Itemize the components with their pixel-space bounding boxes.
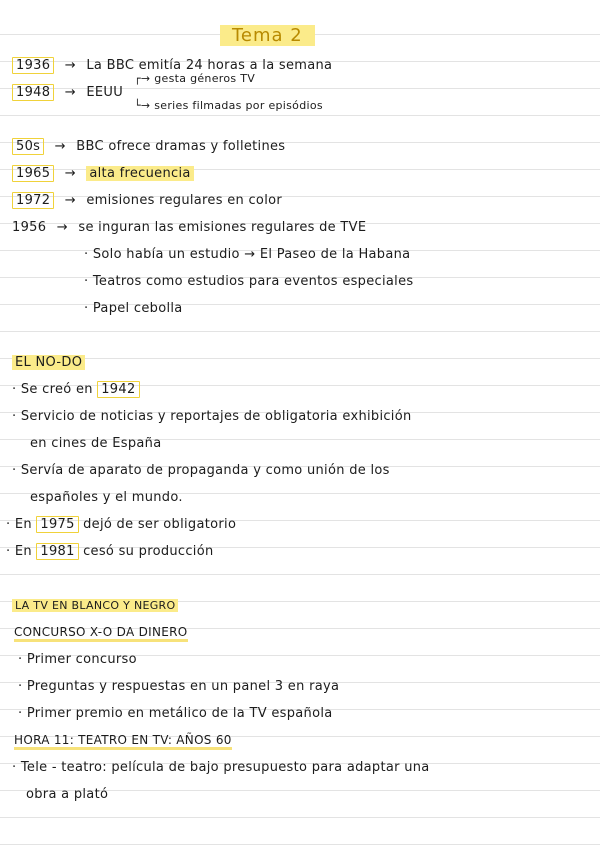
bullet-item: · Se creó en 1942	[12, 382, 140, 397]
bullet-text: Solo había un estudio → El Paseo de la Habana	[92, 247, 411, 262]
arrow-icon: →	[56, 220, 68, 235]
bullet-item: · Servicio de noticias y reportajes de obligatoria exhibición	[12, 409, 412, 424]
bullet-text: Primer premio en metálico de la TV española	[26, 706, 333, 721]
bullet-item: · En 1981 cesó su producción	[6, 544, 214, 559]
subheading-text: HORA 11: TEATRO EN TV: AÑOS 60	[14, 733, 232, 750]
bullet-item: · Primer concurso	[18, 652, 137, 667]
bullet-continuation	[30, 436, 161, 451]
heading-text: LA TV EN BLANCO Y NEGRO	[12, 599, 178, 612]
branch-text: gesta géneros TV	[154, 72, 256, 85]
arrow-icon: ┌→	[134, 72, 155, 85]
subheading-text: CONCURSO X-O DA DINERO	[14, 625, 188, 642]
bullet-text: cesó su producción	[83, 544, 214, 559]
timeline-row	[12, 58, 332, 73]
bullet-item: · Papel cebolla	[84, 301, 183, 316]
timeline-row	[12, 85, 123, 100]
bullet-text: Servicio de noticias y reportajes de obligatoria exhibición	[20, 409, 412, 424]
year-box: 1972	[12, 192, 54, 209]
bullet-item: · Tele - teatro: película de bajo presupuesto para adaptar una	[12, 760, 430, 775]
bullet-text: obra a plató	[26, 787, 109, 802]
page-title: Tema 2	[220, 25, 315, 46]
branch-top	[134, 72, 255, 85]
branch-text: series filmadas por episódios	[154, 99, 323, 112]
timeline-text: La BBC emitía 24 horas a la semana	[86, 58, 333, 73]
timeline-row	[12, 220, 366, 235]
bullet-text: Preguntas y respuestas en un panel 3 en raya	[26, 679, 340, 694]
timeline-text: emisiones regulares en color	[86, 193, 282, 208]
timeline-text: alta frecuencia	[86, 166, 193, 181]
subheading	[14, 625, 188, 639]
arrow-icon: →	[64, 166, 76, 181]
bullet-item: · Servía de aparato de propaganda y como unión de los	[12, 463, 390, 478]
year-box: 1942	[97, 381, 139, 398]
year-box: 1965	[12, 165, 54, 182]
year-box: 1936	[12, 57, 54, 74]
year-text: 1956	[12, 220, 47, 235]
bullet-text: Se creó en	[20, 382, 93, 397]
bullet-item: · Teatros como estudios para eventos especiales	[84, 274, 414, 289]
arrow-icon: →	[64, 58, 76, 73]
timeline-text: EEUU	[86, 85, 124, 100]
year-box: 1948	[12, 84, 54, 101]
bullet-text: españoles y el mundo.	[30, 490, 183, 505]
heading-text: EL NO-DO	[12, 355, 85, 370]
bullet-item: · Preguntas y respuestas en un panel 3 en raya	[18, 679, 340, 694]
bullet-text: Papel cebolla	[92, 301, 183, 316]
bullet-text: Servía de aparato de propaganda y como unión de los	[20, 463, 390, 478]
bullet-text: dejó de ser obligatorio	[83, 517, 237, 532]
timeline-row	[12, 166, 194, 181]
bullet-continuation	[30, 490, 183, 505]
bullet-item: · Solo había un estudio → El Paseo de la Habana	[84, 247, 411, 262]
bullet-item: · En 1975 dejó de ser obligatorio	[6, 517, 237, 532]
bullet-continuation	[26, 787, 108, 802]
branch-bottom	[134, 99, 323, 112]
bullet-text: en cines de España	[30, 436, 162, 451]
section-heading	[12, 355, 85, 370]
arrow-icon: →	[64, 85, 76, 100]
bullet-text: Primer concurso	[26, 652, 137, 667]
timeline-row	[12, 139, 285, 154]
section-heading	[12, 598, 178, 613]
timeline-text: BBC ofrece dramas y folletines	[76, 139, 286, 154]
bullet-text: Teatros como estudios para eventos especiales	[92, 274, 414, 289]
year-box: 50s	[12, 138, 44, 155]
arrow-icon: →	[54, 139, 66, 154]
timeline-row	[12, 193, 282, 208]
year-box: 1981	[36, 543, 78, 560]
arrow-icon: →	[64, 193, 76, 208]
bullet-item: · Primer premio en metálico de la TV española	[18, 706, 333, 721]
subheading	[14, 733, 232, 747]
arrow-icon: └→	[134, 99, 155, 112]
bullet-text: Tele - teatro: película de bajo presupuesto para adaptar una	[20, 760, 430, 775]
bullet-text: En	[14, 517, 32, 532]
timeline-text: se inguran las emisiones regulares de TVE	[78, 220, 367, 235]
year-box: 1975	[36, 516, 78, 533]
bullet-text: En	[14, 544, 32, 559]
